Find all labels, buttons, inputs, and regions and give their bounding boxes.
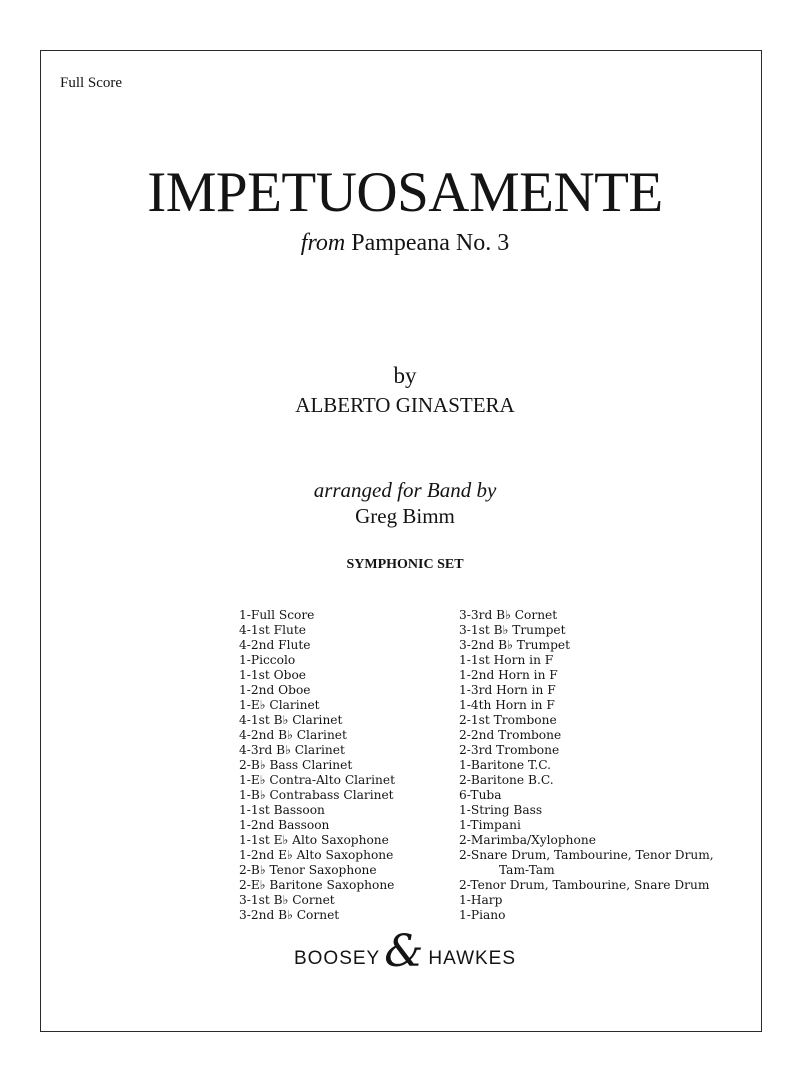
part-item: 4-1st B♭ Clarinet	[239, 713, 343, 727]
part-item: 4-2nd Flute	[239, 638, 311, 652]
part-item: 2-Marimba/Xylophone	[459, 833, 596, 847]
part-item: 1-1st Horn in F	[459, 653, 554, 667]
part-item: 3-1st B♭ Trumpet	[459, 623, 566, 637]
part-item: 4-2nd B♭ Clarinet	[239, 728, 347, 742]
part-item: 4-3rd B♭ Clarinet	[239, 743, 345, 757]
subtitle-from: from	[300, 230, 346, 256]
part-item: 1-1st Oboe	[239, 668, 306, 682]
part-item: 1-E♭ Clarinet	[239, 698, 320, 712]
part-item: 2-1st Trombone	[459, 713, 557, 727]
part-item: 1-Piccolo	[239, 653, 296, 667]
part-item: 1-Baritone T.C.	[459, 758, 551, 772]
part-item: 3-2nd B♭ Cornet	[239, 908, 340, 922]
part-item: 4-1st Flute	[239, 623, 306, 637]
part-item: 2-Baritone B.C.	[459, 773, 554, 787]
part-item: 1-3rd Horn in F	[459, 683, 556, 697]
part-item: 1-2nd Oboe	[239, 683, 311, 697]
part-item: 1-String Bass	[459, 803, 543, 817]
part-item: 1-E♭ Contra-Alto Clarinet	[239, 773, 395, 787]
part-item: 1-4th Horn in F	[459, 698, 555, 712]
subtitle	[0, 230, 810, 257]
part-item-continued: Tam-Tam	[499, 863, 555, 877]
full-score-label: Full Score	[60, 75, 123, 91]
arranged-for-label: arranged for Band by	[313, 478, 497, 502]
parts-list-right	[459, 608, 714, 923]
part-item: 1-B♭ Contrabass Clarinet	[239, 788, 394, 802]
part-item: 1-Piano	[459, 908, 506, 922]
part-item: 2-Snare Drum, Tambourine, Tenor Drum,	[459, 848, 714, 862]
part-item: 1-2nd Bassoon	[239, 818, 330, 832]
publisher-ampersand: &	[384, 926, 425, 977]
part-item: 2-2nd Trombone	[459, 728, 562, 742]
arranger-name: Greg Bimm	[355, 504, 455, 528]
publisher-left: BOOSEY	[293, 948, 381, 970]
publisher-logo	[0, 926, 810, 977]
part-item: 2-B♭ Bass Clarinet	[239, 758, 353, 772]
composer-name: ALBERTO GINASTERA	[295, 393, 515, 417]
part-item: 1-Full Score	[239, 608, 315, 622]
page-title: IMPETUOSAMENTE	[147, 161, 663, 224]
part-item: 1-2nd Horn in F	[459, 668, 558, 682]
part-item: 2-B♭ Tenor Saxophone	[239, 863, 377, 877]
part-item: 3-3rd B♭ Cornet	[459, 608, 558, 622]
part-item: 2-Tenor Drum, Tambourine, Snare Drum	[459, 878, 710, 892]
part-item: 1-2nd E♭ Alto Saxophone	[239, 848, 394, 862]
part-item: 3-2nd B♭ Trumpet	[459, 638, 571, 652]
part-item: 2-E♭ Baritone Saxophone	[239, 878, 395, 892]
parts-list-left	[239, 608, 395, 923]
part-item: 6-Tuba	[459, 788, 502, 802]
set-heading: SYMPHONIC SET	[346, 557, 464, 572]
part-item: 1-1st E♭ Alto Saxophone	[239, 833, 389, 847]
publisher-right: HAWKES	[428, 948, 517, 970]
part-item: 1-Timpani	[459, 818, 521, 832]
part-item: 1-Harp	[459, 893, 503, 907]
by-label: by	[393, 363, 417, 388]
part-item: 1-1st Bassoon	[239, 803, 325, 817]
part-item: 3-1st B♭ Cornet	[239, 893, 335, 907]
subtitle-work: Pampeana No. 3	[351, 230, 510, 256]
part-item: 2-3rd Trombone	[459, 743, 560, 757]
